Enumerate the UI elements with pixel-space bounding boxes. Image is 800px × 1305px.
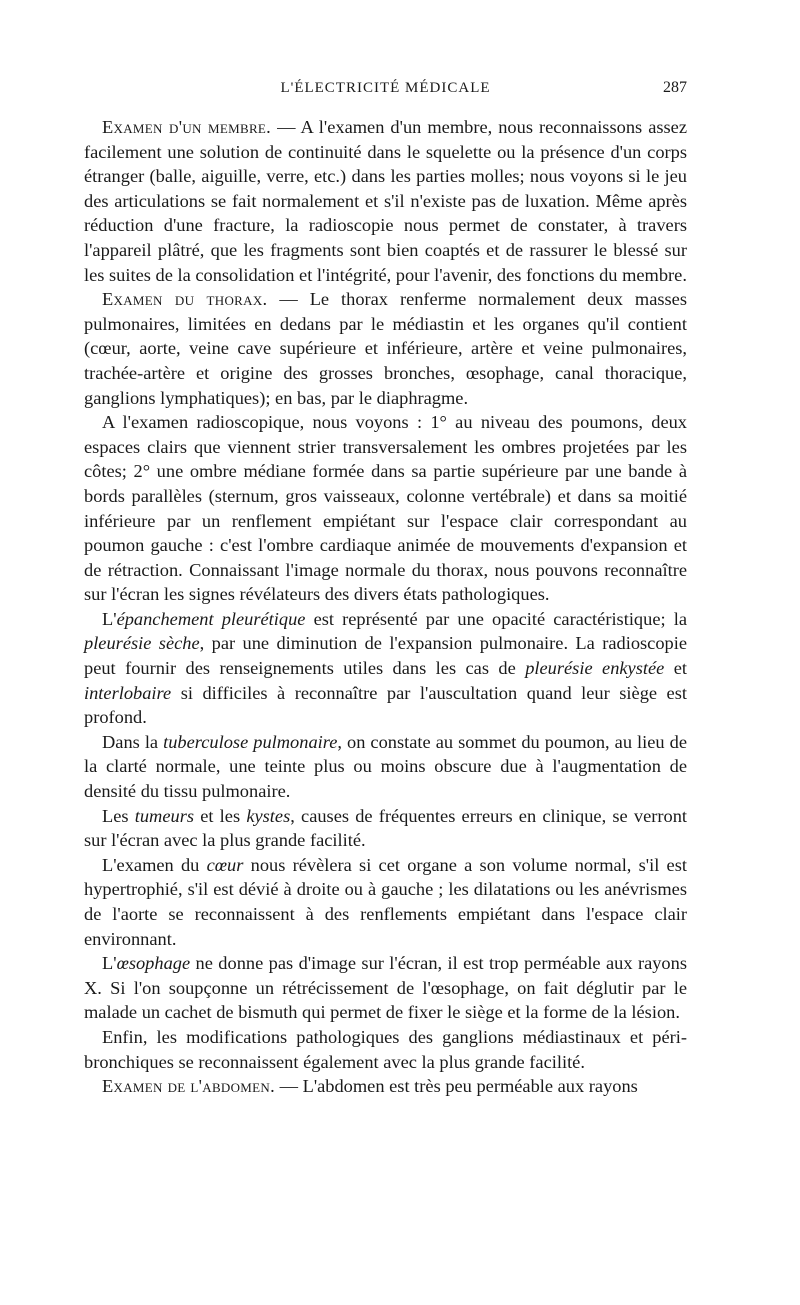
italic-term: cœur	[206, 854, 244, 875]
paragraph-examen-abdomen	[84, 1074, 687, 1099]
italic-term: interlobaire	[84, 682, 172, 703]
page-header	[84, 78, 687, 102]
italic-term: tuberculose pulmonaire	[163, 731, 338, 752]
paragraph-epanchement	[84, 607, 687, 730]
text-run: Dans la	[102, 731, 164, 752]
paragraph-text: — A l'examen d'un membre, nous reconnaissons assez facilement une solution de continuité dans le squelette ou la présence d'un corps étranger (balle, aiguille, verre, etc.) dans les parties molles; nous voyons si le jeu des articulations se fait normalement et s'il n'existe pas de luxation. Même après réduction d'une fracture, la radioscopie nous permet de constater, à travers l'appareil plâtré, que les fragments sont bien coaptés et de rassurer le blessé sur les suites de la consolidation et l'intégrité, pour l'avenir, des fonctions du membre.	[84, 117, 687, 285]
text-run: L'	[102, 953, 117, 974]
text-run: si difficiles à reconnaître par l'auscultation quand leur siège est profond.	[84, 682, 687, 728]
paragraph-examen-radioscopique: A l'examen radioscopique, nous voyons : 1° au niveau des poumons, deux espaces clairs que viennent strier transversalement les ombres projetées par les côtes; 2° une ombre médiane formée dans sa partie supérieure par une bande à bords parallèles (sternum, gros vaisseaux, colonne vertébrale) et dans sa moitié inférieure par un renflement empiétant sur l'espace clair correspondant au poumon gauche : c'est l'ombre cardiaque animée de mouvements d'expansion et de rétraction. Connaissant l'image normale du thorax, nous pouvons reconnaître sur l'écran les signes révélateurs des divers états pathologiques.	[84, 412, 687, 605]
text-run: L'examen du	[102, 854, 207, 875]
italic-term: œsophage	[116, 953, 191, 974]
section-heading-abdomen: Examen de l'abdomen.	[102, 1076, 275, 1097]
text-run: est représenté par une opacité caractéristique; la	[305, 608, 687, 629]
italic-term: kystes	[246, 805, 291, 826]
text-run: L'	[102, 608, 117, 629]
italic-term: tumeurs	[134, 805, 195, 826]
text-run: ne donne pas d'image sur l'écran, il est trop perméable aux rayons X. Si l'on soupçonne un rétrécissement de l'œsophage, on fait déglutir par le malade un cachet de bismuth qui permet de fixer le siège et la forme de la lésion.	[84, 953, 687, 1023]
paragraph-ganglions: Enfin, les modifications pathologiques des ganglions médiastinaux et péri-bronchiques se reconnaissent également avec la plus grande facilité.	[84, 1026, 687, 1072]
italic-term: pleurésie sèche	[84, 633, 200, 654]
paragraph-oesophage	[84, 951, 687, 1025]
page-number: 287	[663, 79, 687, 96]
italic-term: épanchement pleurétique	[116, 608, 306, 629]
body-text	[84, 115, 687, 1099]
paragraph-examen-membre	[84, 115, 687, 287]
paragraph-examen-thorax	[84, 287, 687, 410]
text-run: Les	[102, 805, 135, 826]
text-run: nous révèlera si cet organe a son volume normal, s'il est hypertrophié, s'il est dévié à droite ou à gauche ; les dilatations ou les anévrismes de l'aorte se reconnaissent à des renflements empiétant dans l'espace clair environnant.	[84, 854, 687, 949]
text-run: et les	[194, 805, 247, 826]
section-heading-membre: Examen d'un membre.	[102, 117, 272, 137]
paragraph-coeur	[84, 853, 687, 951]
paragraph-text: — L'abdomen est très peu perméable aux rayons	[275, 1076, 638, 1097]
text-run: , on constate au sommet du poumon, au lieu de la clarté normale, une teinte plus ou moins obscure due à l'augmentation de densité du tissu pulmonaire.	[84, 731, 687, 802]
text-run: , causes de fréquentes erreurs en clinique, se verront sur l'écran avec la plus grande facilité.	[84, 805, 687, 851]
text-run: , par une diminution de l'expansion pulmonaire. La radioscopie peut fournir des renseignements utiles dans les cas de	[84, 633, 687, 679]
section-heading-thorax: Examen du thorax.	[102, 289, 268, 310]
paragraph-tuberculose	[84, 730, 687, 804]
italic-term: pleurésie enkystée	[525, 658, 665, 679]
running-title: L'ÉLECTRICITÉ MÉDICALE	[280, 80, 491, 96]
paragraph-text: — Le thorax renferme normalement deux masses pulmonaires, limitées en dedans par le médiastin et les organes qu'il contient (cœur, aorte, veine cave supérieure et inférieure, artère et veine pulmonaires, trachée-artère et origine des grosses bronches, œsophage, canal thoracique, ganglions lymphatiques); en bas, par le diaphragme.	[84, 289, 687, 408]
text-run: et	[664, 658, 687, 679]
paragraph-tumeurs	[84, 804, 687, 853]
